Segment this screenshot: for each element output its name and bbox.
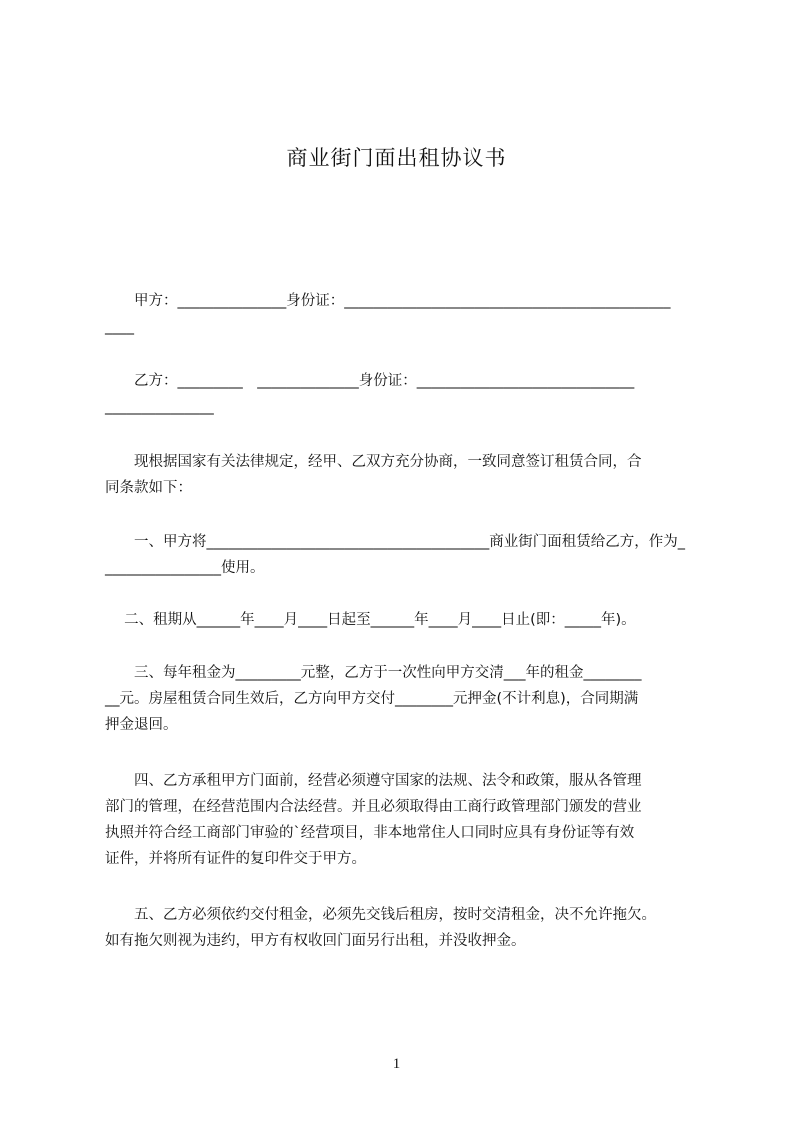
clause-1-line-2: ________________使用。 bbox=[105, 560, 265, 576]
clause-3-line-2: __元。房屋租赁合同生效后，乙方向甲方交付________元押金(不计利息)，合同期满 bbox=[105, 691, 639, 707]
party-a-line-1: 甲方：_______________身份证：_____________________________________________ bbox=[105, 293, 671, 309]
clause-1-paragraph bbox=[105, 529, 703, 581]
party-a-line-2: ____ bbox=[105, 319, 134, 335]
party-b-paragraph bbox=[105, 368, 703, 420]
document-title: 商业街门面出租协议书 bbox=[286, 146, 507, 170]
page-number: 1 bbox=[392, 1056, 401, 1072]
clause-3-line-1: 三、每年租金为_________元整，乙方于一次性向甲方交清___年的租金________ bbox=[105, 665, 642, 681]
clause-2-paragraph bbox=[105, 607, 703, 633]
clause-5-paragraph bbox=[105, 902, 703, 954]
clause-3-paragraph bbox=[105, 660, 703, 738]
clause-4-line-1: 四、乙方承租甲方门面前，经营必须遵守国家的法规、法令和政策，服从各管理 bbox=[105, 773, 642, 789]
clause-2-line-1: 二、租期从______年____月____日起至______年____月____日止(即：_____年)。 bbox=[105, 612, 636, 628]
party-b-line-2: _______________ bbox=[105, 399, 214, 415]
clause-4-line-2: 部门的管理，在经营范围内合法经营。并且必须取得由工商行政管理部门颁发的营业 bbox=[105, 799, 642, 815]
clause-1-line-1: 一、甲方将_______________________________________商业街门面租赁给乙方，作为_ bbox=[105, 534, 685, 550]
intro-line-1: 现根据国家有关法律规定，经甲、乙双方充分协商，一致同意签订租赁合同，合 bbox=[105, 454, 642, 470]
clause-5-line-1: 五、乙方必须依约交付租金，必须先交钱后租房，按时交清租金，决不允许拖欠。 bbox=[105, 907, 656, 923]
clause-4-line-3: 执照并符合经工商部门审验的`经营项目，非本地常住人口同时应具有身份证等有效 bbox=[105, 825, 635, 841]
party-a-paragraph bbox=[105, 288, 703, 340]
intro-paragraph bbox=[105, 449, 703, 501]
intro-line-2: 同条款如下： bbox=[105, 480, 192, 496]
party-b-line-1: 乙方：_________ ______________身份证：______________________________ bbox=[105, 373, 635, 389]
clause-4-line-4: 证件，并将所有证件的复印件交于甲方。 bbox=[105, 851, 366, 867]
clause-3-line-3: 押金退回。 bbox=[105, 717, 178, 733]
clause-5-line-2: 如有拖欠则视为违约，甲方有权收回门面另行出租，并没收押金。 bbox=[105, 933, 526, 949]
clause-4-paragraph bbox=[105, 768, 703, 872]
